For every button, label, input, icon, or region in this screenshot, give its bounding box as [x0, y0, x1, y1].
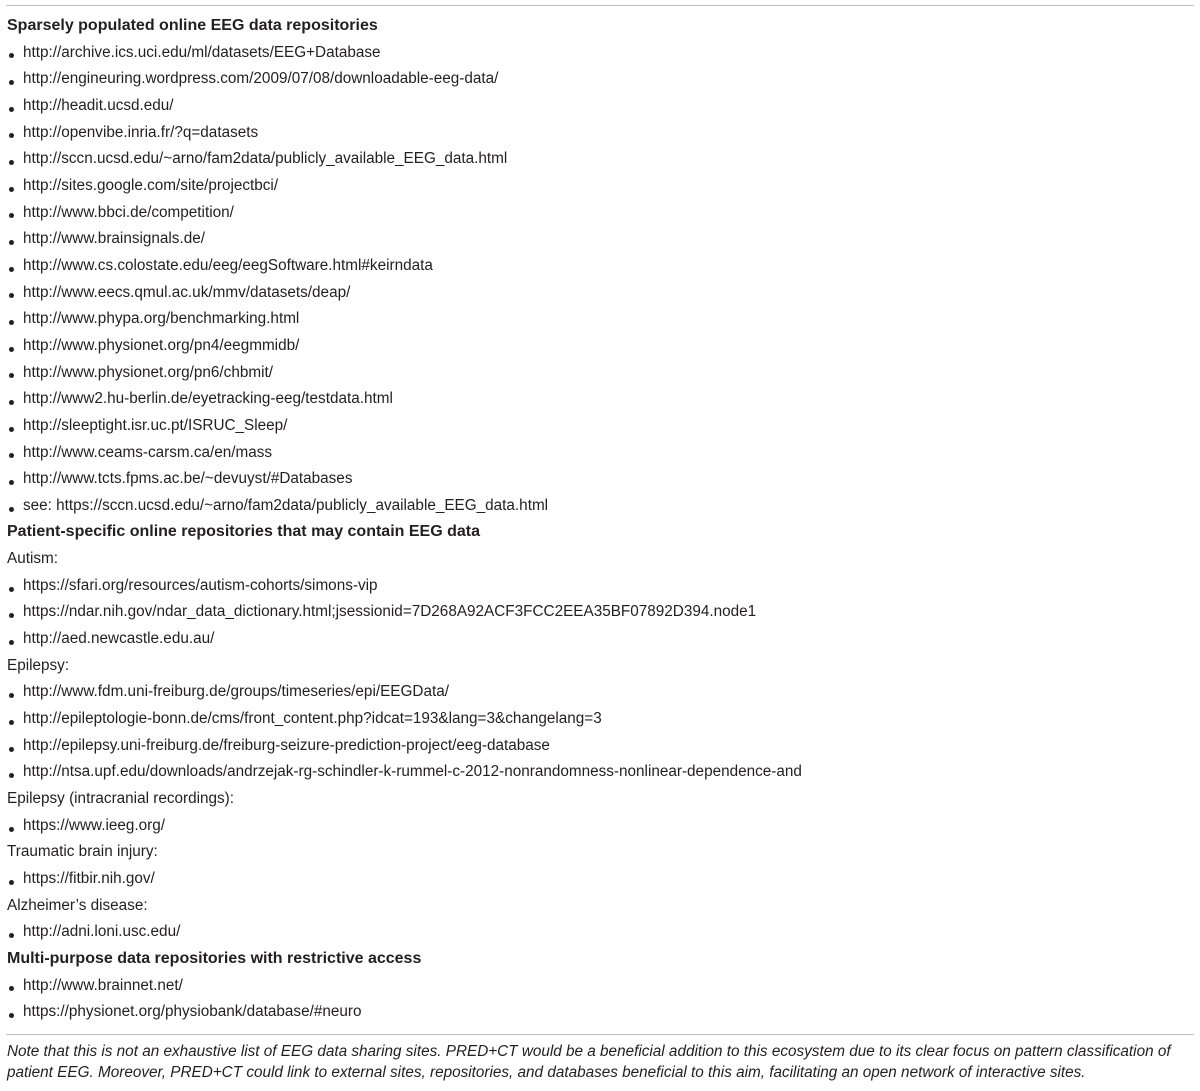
list-item	[7, 66, 1193, 93]
bullet-icon	[9, 373, 14, 378]
list-item	[7, 493, 1193, 520]
repository-url[interactable]: http://www.tcts.fpms.ac.be/~devuyst/#Databases	[23, 470, 353, 488]
repository-url[interactable]: see: https://sccn.ucsd.edu/~arno/fam2data/publicly_available_EEG_data.html	[23, 496, 549, 514]
bullet-icon	[9, 320, 14, 325]
list-item	[7, 440, 1193, 467]
bullet-icon	[9, 693, 14, 698]
table-page	[0, 5, 1200, 1091]
repository-url[interactable]: http://adni.loni.usc.edu/	[23, 923, 181, 941]
bullet-icon	[9, 187, 14, 192]
repository-table-body	[7, 13, 1193, 1026]
list-item	[7, 706, 1193, 733]
repository-url[interactable]: http://www.ceams-carsm.ca/en/mass	[23, 443, 273, 461]
list-item	[7, 573, 1193, 600]
category-label: Traumatic brain injury:	[7, 843, 158, 861]
repository-url[interactable]: https://sfari.org/resources/autism-cohorts/simons-vip	[23, 576, 378, 594]
repository-url[interactable]: https://ndar.nih.gov/ndar_data_dictionary.html;jsessionid=7D268A92ACF3FCC2EEA35BF07892D394.node1	[23, 603, 757, 621]
bullet-icon	[9, 293, 14, 298]
bullet-icon	[9, 427, 14, 432]
list-item	[7, 733, 1193, 760]
repository-url[interactable]: http://engineuring.wordpress.com/2009/07/08/downloadable-eeg-data/	[23, 70, 499, 88]
repository-url[interactable]: https://www.ieeg.org/	[23, 816, 165, 834]
repository-url[interactable]: http://aed.newcastle.edu.au/	[23, 630, 215, 648]
bullet-icon	[9, 240, 14, 245]
repository-url[interactable]: http://www.eecs.qmul.ac.uk/mmv/datasets/deap/	[23, 283, 351, 301]
repository-url[interactable]: http://www.brainnet.net/	[23, 976, 183, 994]
bullet-icon	[9, 80, 14, 85]
list-item	[7, 919, 1193, 946]
bullet-icon	[9, 267, 14, 272]
table-top-rule	[6, 5, 1194, 6]
bullet-icon	[9, 827, 14, 832]
bullet-icon	[9, 53, 14, 58]
bullet-icon	[9, 773, 14, 778]
repository-url[interactable]: http://sccn.ucsd.edu/~arno/fam2data/publicly_available_EEG_data.html	[23, 150, 508, 168]
list-item	[7, 599, 1193, 626]
bullet-icon	[9, 1013, 14, 1018]
section-heading: Multi-purpose data repositories with restrictive access	[7, 949, 422, 967]
bullet-icon	[9, 480, 14, 485]
repository-url[interactable]: http://www.physionet.org/pn4/eegmmidb/	[23, 336, 300, 354]
list-item	[7, 173, 1193, 200]
repository-url[interactable]: http://epilepsy.uni-freiburg.de/freiburg-seizure-prediction-project/eeg-database	[23, 736, 550, 754]
bullet-icon	[9, 400, 14, 405]
repository-url[interactable]: http://www.fdm.uni-freiburg.de/groups/timeseries/epi/EEGData/	[23, 683, 449, 701]
list-item	[7, 386, 1193, 413]
repository-url[interactable]: http://www.brainsignals.de/	[23, 230, 205, 248]
repository-url[interactable]: http://www2.hu-berlin.de/eyetracking-eeg/testdata.html	[23, 390, 393, 408]
table-footnote: Note that this is not an exhaustive list of EEG data sharing sites. PRED+CT would be a beneficial addition to this ecosystem due to its clear focus on pattern classification of patient EEG. Moreover, PRED+CT could link to external sites, repositories, and databases beneficial to this aim, facilitating an open network of interactive sites.	[7, 1042, 1171, 1081]
repository-url[interactable]: http://sleeptight.isr.uc.pt/ISRUC_Sleep/	[23, 416, 288, 434]
list-item	[7, 333, 1193, 360]
repository-url[interactable]: http://archive.ics.uci.edu/ml/datasets/EEG+Database	[23, 43, 381, 61]
list-item	[7, 40, 1193, 67]
list-item	[7, 999, 1193, 1026]
bullet-icon	[9, 640, 14, 645]
list-item	[7, 253, 1193, 280]
category-label: Alzheimer’s disease:	[7, 896, 148, 914]
bullet-icon	[9, 986, 14, 991]
repository-url[interactable]: http://headit.ucsd.edu/	[23, 96, 174, 114]
bullet-icon	[9, 133, 14, 138]
list-item	[7, 759, 1193, 786]
repository-url[interactable]: https://fitbir.nih.gov/	[23, 870, 155, 887]
repository-url[interactable]: https://physionet.org/physiobank/database/#neuro	[23, 1003, 362, 1021]
list-item	[7, 306, 1193, 333]
repository-url[interactable]: http://sites.google.com/site/projectbci/	[23, 176, 279, 194]
repository-url[interactable]: http://epileptologie-bonn.de/cms/front_content.php?idcat=193&lang=3&changelang=3	[23, 710, 602, 728]
repository-url[interactable]: http://www.physionet.org/pn6/chbmit/	[23, 363, 273, 381]
list-item	[7, 146, 1193, 173]
list-item	[7, 866, 1193, 893]
category-label: Autism:	[7, 550, 58, 568]
bullet-icon	[9, 160, 14, 165]
category-label: Epilepsy (intracranial recordings):	[7, 790, 234, 808]
list-item	[7, 280, 1193, 307]
repository-url[interactable]: http://www.cs.colostate.edu/eeg/eegSoftware.html#keirndata	[23, 256, 433, 274]
bullet-icon	[9, 613, 14, 618]
bullet-icon	[9, 880, 14, 885]
section-heading: Patient-specific online repositories that may contain EEG data	[7, 523, 480, 541]
list-item	[7, 200, 1193, 227]
bullet-icon	[9, 933, 14, 938]
bullet-icon	[9, 507, 14, 512]
repository-url[interactable]: http://www.bbci.de/competition/	[23, 203, 234, 221]
repository-url[interactable]: http://www.phypa.org/benchmarking.html	[23, 310, 300, 328]
bullet-icon	[9, 347, 14, 352]
list-item	[7, 413, 1193, 440]
list-item	[7, 226, 1193, 253]
list-item	[7, 813, 1193, 840]
repository-url[interactable]: http://openvibe.inria.fr/?q=datasets	[23, 123, 259, 141]
list-item	[7, 973, 1193, 1000]
table-bottom-rule	[6, 1034, 1194, 1035]
bullet-icon	[9, 720, 14, 725]
repository-url[interactable]: http://ntsa.upf.edu/downloads/andrzejak-rg-schindler-k-rummel-c-2012-nonrandomness-nonlinear-dependence-and	[23, 763, 802, 781]
bullet-icon	[9, 587, 14, 592]
list-item	[7, 93, 1193, 120]
list-item	[7, 120, 1193, 147]
bullet-icon	[9, 747, 14, 752]
category-label: Epilepsy:	[7, 656, 70, 674]
bullet-icon	[9, 213, 14, 218]
bullet-icon	[9, 453, 14, 458]
list-item	[7, 679, 1193, 706]
list-item	[7, 626, 1193, 653]
list-item	[7, 466, 1193, 493]
list-item	[7, 360, 1193, 387]
section-heading: Sparsely populated online EEG data repositories	[7, 17, 378, 34]
bullet-icon	[9, 107, 14, 112]
